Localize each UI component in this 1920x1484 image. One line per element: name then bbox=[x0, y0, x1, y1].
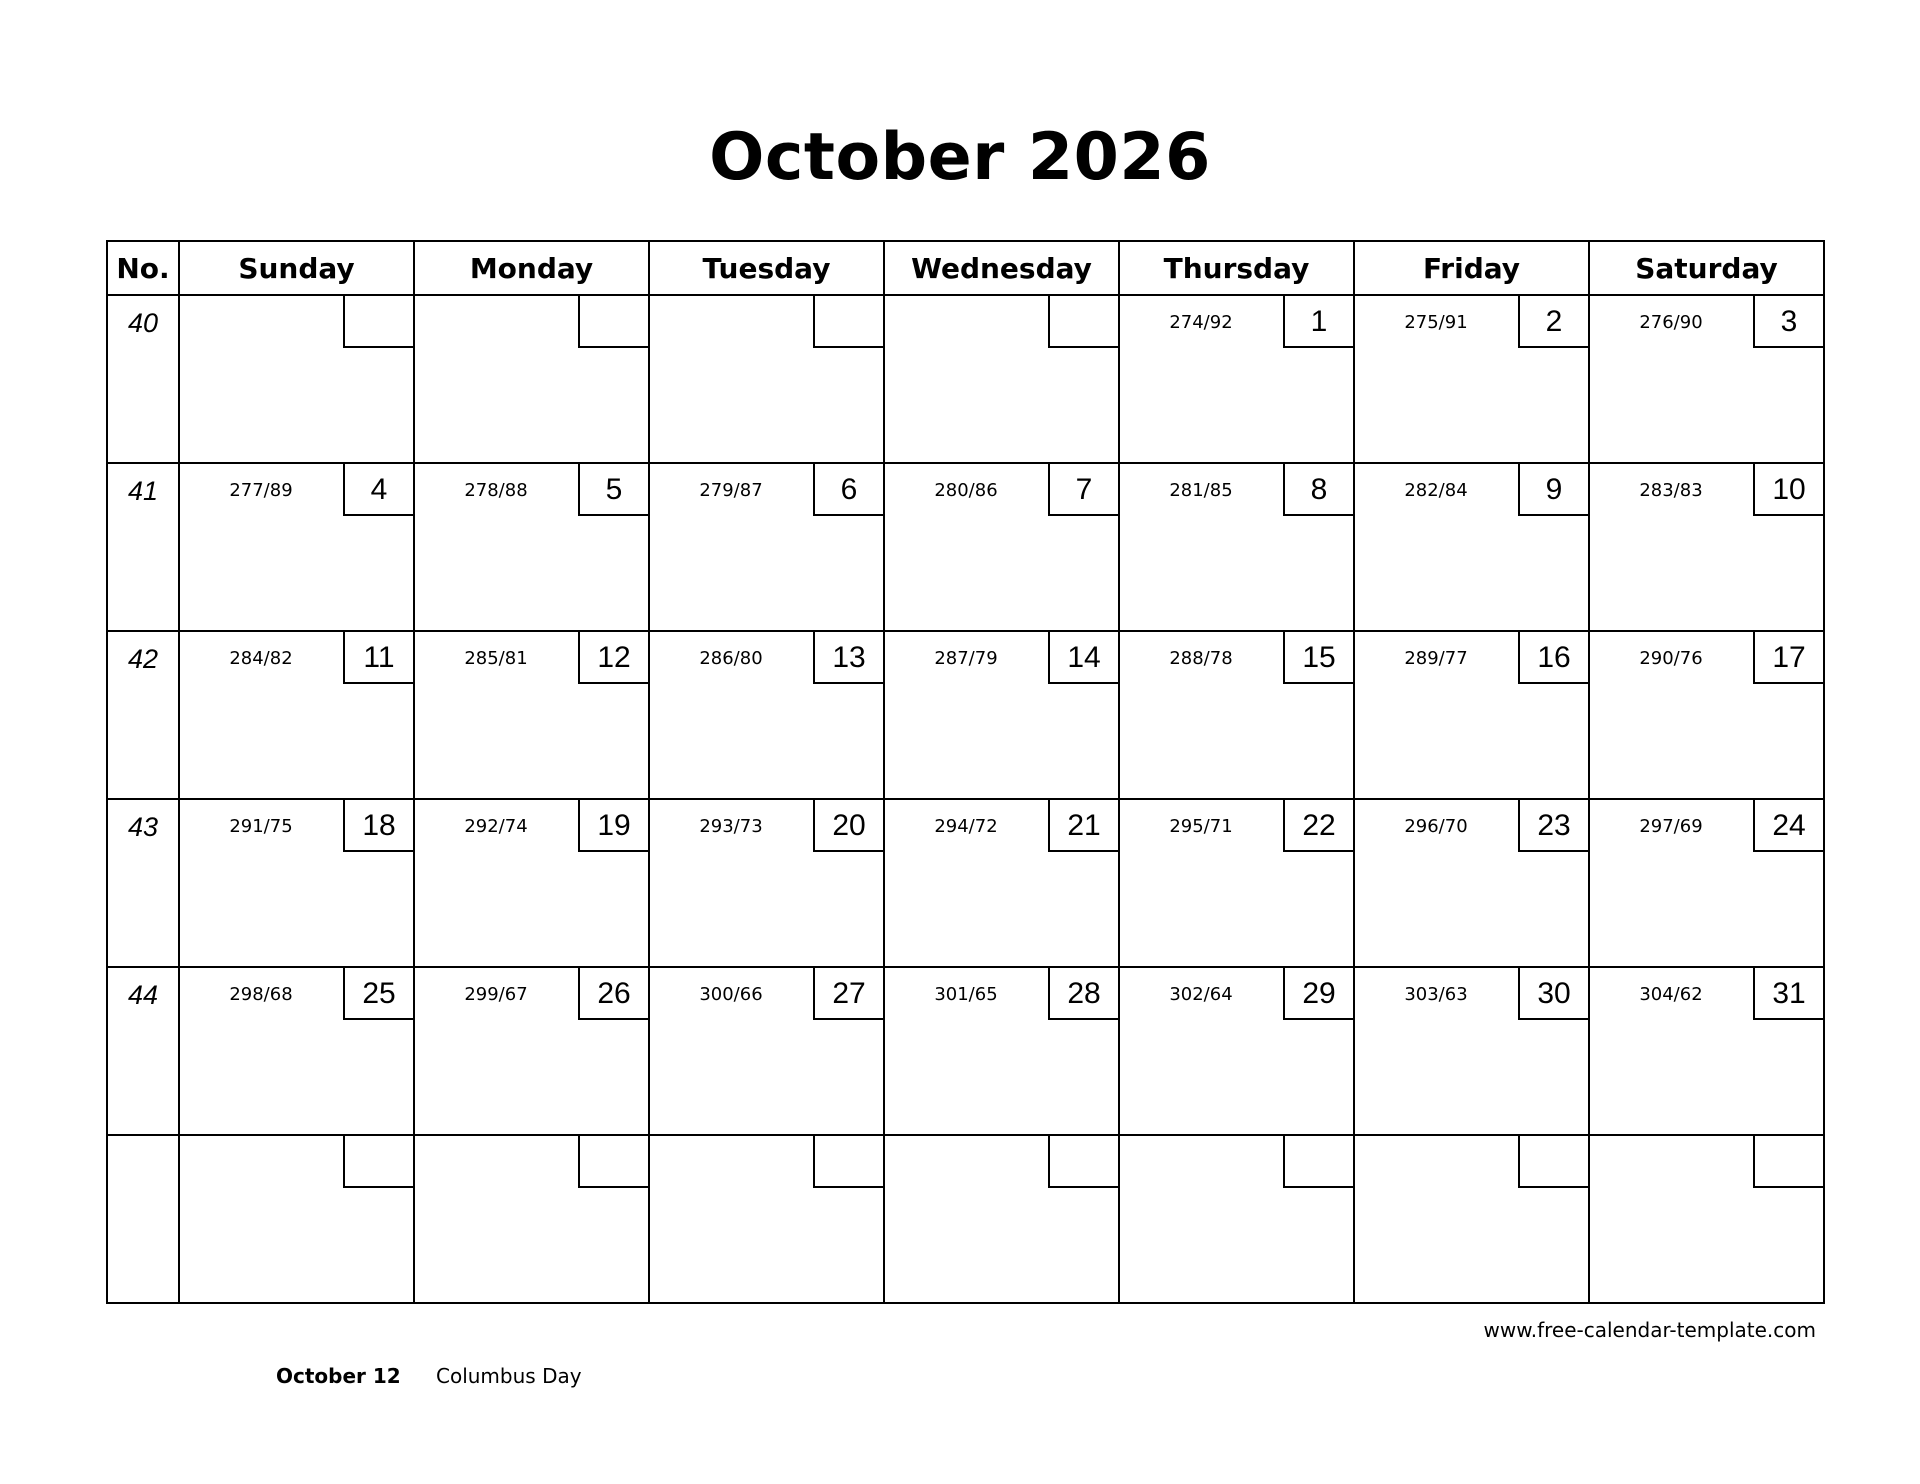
day-number: 19 bbox=[578, 800, 648, 852]
day-number: 12 bbox=[578, 632, 648, 684]
day-cell bbox=[1589, 463, 1824, 631]
header-friday: Friday bbox=[1354, 241, 1589, 295]
day-cell bbox=[1119, 799, 1354, 967]
day-of-year-label: 282/84 bbox=[1404, 480, 1468, 501]
day-cell bbox=[649, 799, 884, 967]
day-number bbox=[1518, 1136, 1588, 1188]
day-cell bbox=[884, 1135, 1119, 1303]
day-number bbox=[578, 296, 648, 348]
week-row bbox=[107, 967, 1824, 1135]
day-number bbox=[813, 296, 883, 348]
day-cell bbox=[1589, 1135, 1824, 1303]
day-number: 10 bbox=[1753, 464, 1823, 516]
day-cell bbox=[1354, 631, 1589, 799]
week-number-cell bbox=[107, 967, 179, 1135]
day-cell bbox=[179, 295, 414, 463]
day-number: 27 bbox=[813, 968, 883, 1020]
day-number: 17 bbox=[1753, 632, 1823, 684]
day-cell bbox=[884, 631, 1119, 799]
day-cell bbox=[649, 463, 884, 631]
week-number: 41 bbox=[127, 476, 159, 506]
day-number: 6 bbox=[813, 464, 883, 516]
day-number: 9 bbox=[1518, 464, 1588, 516]
day-of-year-label: 284/82 bbox=[229, 648, 293, 669]
week-number-cell bbox=[107, 799, 179, 967]
header-sunday: Sunday bbox=[179, 241, 414, 295]
day-number: 25 bbox=[343, 968, 413, 1020]
day-cell bbox=[1589, 631, 1824, 799]
day-number bbox=[813, 1136, 883, 1188]
day-number: 29 bbox=[1283, 968, 1353, 1020]
week-row bbox=[107, 799, 1824, 967]
holiday-name: Columbus Day bbox=[436, 1364, 582, 1388]
day-number: 4 bbox=[343, 464, 413, 516]
day-number bbox=[578, 1136, 648, 1188]
day-of-year-label: 291/75 bbox=[229, 816, 293, 837]
day-cell bbox=[884, 295, 1119, 463]
day-number: 8 bbox=[1283, 464, 1353, 516]
week-row bbox=[107, 463, 1824, 631]
day-cell bbox=[179, 631, 414, 799]
day-of-year-label: 274/92 bbox=[1169, 312, 1233, 333]
day-cell bbox=[1589, 799, 1824, 967]
header-row bbox=[107, 241, 1824, 295]
day-cell bbox=[179, 799, 414, 967]
day-cell bbox=[1354, 463, 1589, 631]
day-of-year-label: 297/69 bbox=[1639, 816, 1703, 837]
day-number: 14 bbox=[1048, 632, 1118, 684]
week-row bbox=[107, 1135, 1824, 1303]
day-of-year-label: 295/71 bbox=[1169, 816, 1233, 837]
day-of-year-label: 280/86 bbox=[934, 480, 998, 501]
day-of-year-label: 288/78 bbox=[1169, 648, 1233, 669]
day-of-year-label: 285/81 bbox=[464, 648, 528, 669]
day-cell bbox=[1119, 967, 1354, 1135]
day-cell bbox=[884, 463, 1119, 631]
week-number: 43 bbox=[127, 812, 159, 842]
day-number bbox=[1753, 1136, 1823, 1188]
day-of-year-label: 300/66 bbox=[699, 984, 763, 1005]
day-cell bbox=[414, 967, 649, 1135]
day-cell bbox=[649, 1135, 884, 1303]
day-of-year-label: 303/63 bbox=[1404, 984, 1468, 1005]
day-number bbox=[1283, 1136, 1353, 1188]
day-cell bbox=[1119, 295, 1354, 463]
day-number: 23 bbox=[1518, 800, 1588, 852]
week-number-cell bbox=[107, 463, 179, 631]
week-number: 40 bbox=[127, 308, 159, 338]
day-cell bbox=[649, 967, 884, 1135]
day-cell bbox=[884, 967, 1119, 1135]
day-cell bbox=[179, 967, 414, 1135]
day-number bbox=[343, 1136, 413, 1188]
day-number: 22 bbox=[1283, 800, 1353, 852]
day-number: 16 bbox=[1518, 632, 1588, 684]
day-cell bbox=[1354, 1135, 1589, 1303]
day-number: 7 bbox=[1048, 464, 1118, 516]
header-thursday: Thursday bbox=[1119, 241, 1354, 295]
day-of-year-label: 290/76 bbox=[1639, 648, 1703, 669]
day-number: 31 bbox=[1753, 968, 1823, 1020]
day-of-year-label: 287/79 bbox=[934, 648, 998, 669]
day-number: 2 bbox=[1518, 296, 1588, 348]
day-of-year-label: 283/83 bbox=[1639, 480, 1703, 501]
day-of-year-label: 292/74 bbox=[464, 816, 528, 837]
day-number: 11 bbox=[343, 632, 413, 684]
day-of-year-label: 301/65 bbox=[934, 984, 998, 1005]
week-row bbox=[107, 295, 1824, 463]
day-cell bbox=[1589, 967, 1824, 1135]
day-cell bbox=[179, 1135, 414, 1303]
day-cell bbox=[414, 1135, 649, 1303]
day-of-year-label: 299/67 bbox=[464, 984, 528, 1005]
day-number: 5 bbox=[578, 464, 648, 516]
day-cell bbox=[1354, 967, 1589, 1135]
day-of-year-label: 276/90 bbox=[1639, 312, 1703, 333]
week-number-cell bbox=[107, 631, 179, 799]
day-cell bbox=[649, 295, 884, 463]
day-cell bbox=[414, 799, 649, 967]
day-number: 15 bbox=[1283, 632, 1353, 684]
website-url: www.free-calendar-template.com bbox=[1483, 1318, 1816, 1342]
day-cell bbox=[179, 463, 414, 631]
day-of-year-label: 275/91 bbox=[1404, 312, 1468, 333]
day-cell bbox=[414, 295, 649, 463]
header-wednesday: Wednesday bbox=[884, 241, 1119, 295]
day-number: 18 bbox=[343, 800, 413, 852]
day-number: 1 bbox=[1283, 296, 1353, 348]
day-of-year-label: 281/85 bbox=[1169, 480, 1233, 501]
day-cell bbox=[1119, 463, 1354, 631]
header-monday: Monday bbox=[414, 241, 649, 295]
day-of-year-label: 302/64 bbox=[1169, 984, 1233, 1005]
calendar-grid bbox=[106, 240, 1825, 1304]
day-cell bbox=[414, 631, 649, 799]
day-of-year-label: 289/77 bbox=[1404, 648, 1468, 669]
day-number: 26 bbox=[578, 968, 648, 1020]
day-of-year-label: 294/72 bbox=[934, 816, 998, 837]
day-number: 20 bbox=[813, 800, 883, 852]
week-number-cell bbox=[107, 295, 179, 463]
day-of-year-label: 279/87 bbox=[699, 480, 763, 501]
week-number: 44 bbox=[127, 980, 159, 1010]
header-week-number: No. bbox=[107, 241, 179, 295]
header-tuesday: Tuesday bbox=[649, 241, 884, 295]
day-number: 28 bbox=[1048, 968, 1118, 1020]
week-row bbox=[107, 631, 1824, 799]
week-number-cell bbox=[107, 1135, 179, 1303]
day-cell bbox=[884, 799, 1119, 967]
week-number: 42 bbox=[127, 644, 159, 674]
day-cell bbox=[414, 463, 649, 631]
day-of-year-label: 304/62 bbox=[1639, 984, 1703, 1005]
day-number: 24 bbox=[1753, 800, 1823, 852]
day-of-year-label: 277/89 bbox=[229, 480, 293, 501]
day-number: 30 bbox=[1518, 968, 1588, 1020]
day-cell bbox=[1589, 295, 1824, 463]
day-of-year-label: 298/68 bbox=[229, 984, 293, 1005]
day-cell bbox=[1354, 295, 1589, 463]
day-cell bbox=[1354, 799, 1589, 967]
day-number bbox=[1048, 296, 1118, 348]
day-cell bbox=[1119, 631, 1354, 799]
day-cell bbox=[649, 631, 884, 799]
day-of-year-label: 286/80 bbox=[699, 648, 763, 669]
day-number bbox=[343, 296, 413, 348]
day-number: 3 bbox=[1753, 296, 1823, 348]
day-of-year-label: 278/88 bbox=[464, 480, 528, 501]
calendar-title: October 2026 bbox=[709, 120, 1211, 195]
header-saturday: Saturday bbox=[1589, 241, 1824, 295]
day-number: 21 bbox=[1048, 800, 1118, 852]
day-cell bbox=[1119, 1135, 1354, 1303]
day-of-year-label: 296/70 bbox=[1404, 816, 1468, 837]
day-number bbox=[1048, 1136, 1118, 1188]
day-of-year-label: 293/73 bbox=[699, 816, 763, 837]
day-number: 13 bbox=[813, 632, 883, 684]
holiday-date: October 12 bbox=[276, 1364, 401, 1388]
